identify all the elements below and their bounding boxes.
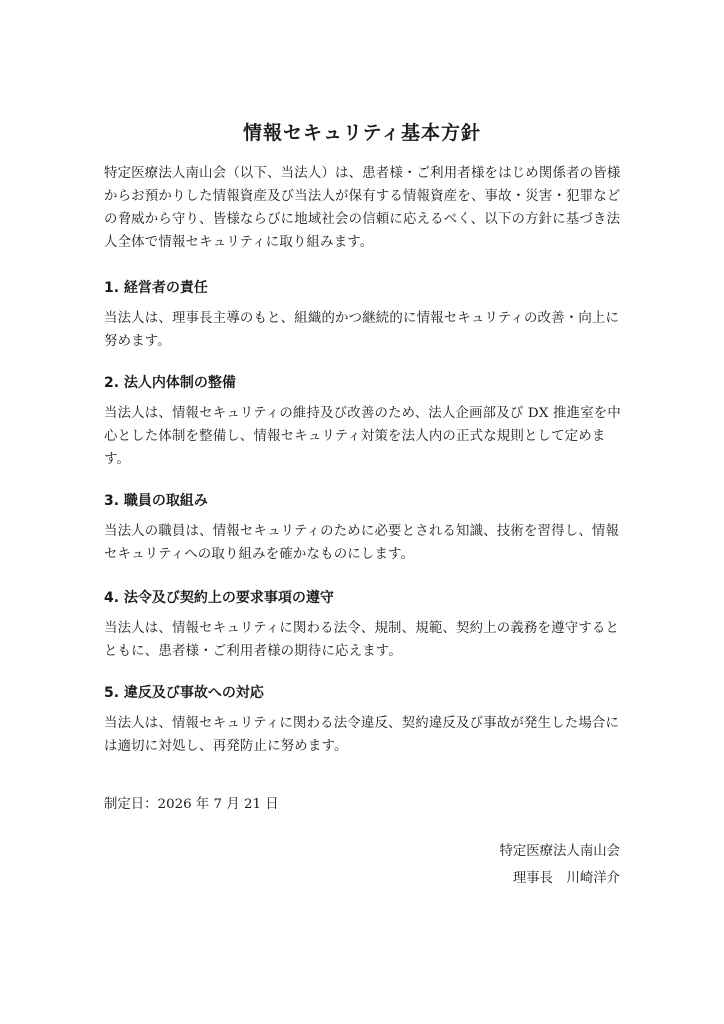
section-heading-1: 1. 経営者の責任 [104,280,208,296]
enacted-date: 制定日：2026 年 7 月 21 日 [104,797,279,812]
section-text-1: 当法人は、理事長主導のもと、組織的かつ継続的に情報セキュリティの改善・向上に努めます。 [104,311,620,349]
section-text-2: 当法人は、情報セキュリティの維持及び改善のため、法人企画部及び DX 推進室を中心とした体制を整備し、情報セキュリティ対策を法人内の正式な規則として定めます。 [104,406,621,467]
signer-name: 理事長 川崎洋介 [512,871,620,886]
intro-paragraph: 特定医療法人南山会（以下、当法人）は、患者様・ご利用者様をはじめ関係者の皆様からお預かりした情報資産及び当法人が保有する情報資産を、事故・災害・犯罪などの脅威から守り、皆様ならびに地域社会の信頼に応えるべく、以下の方針に基づき法人全体で情報セキュリティに取り組みます。 [104,166,621,250]
section-text-4: 当法人は、情報セキュリティに関わる法令、規制、規範、契約上の義務を遵守するとともに、患者様・ご利用者様の期待に応えます。 [104,621,620,659]
section-heading-2: 2. 法人内体制の整備 [104,375,236,391]
organization-name: 特定医療法人南山会 [499,844,620,859]
section-heading-5: 5. 違反及び事故への対応 [104,685,264,701]
section-text-5: 当法人は、情報セキュリティに関わる法令違反、契約違反及び事故が発生した場合には適切に対処し、再発防止に努めます。 [104,716,620,754]
document-title: 情報セキュリティ基本方針 [242,121,482,144]
section-heading-4: 4. 法令及び契約上の要求事項の遵守 [104,590,334,606]
section-heading-3: 3. 職員の取組み [104,493,208,509]
section-text-3: 当法人の職員は、情報セキュリティのために必要とされる知識、技術を習得し、情報セキュリティへの取り組みを確かなものにします。 [104,524,620,562]
